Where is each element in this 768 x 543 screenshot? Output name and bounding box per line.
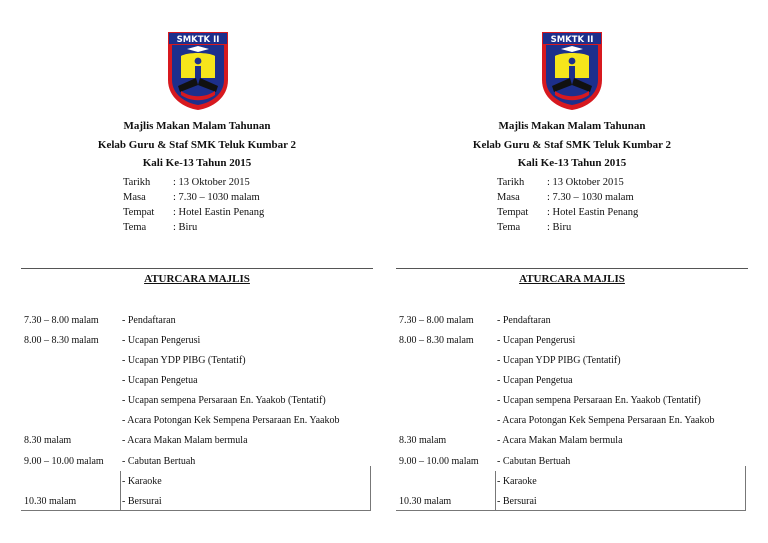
event-edition: Kali Ke-13 Tahun 2015 <box>517 157 627 169</box>
program-activity: - Ucapan sempena Persaraan En. Yaakob (Tentatif) <box>122 395 326 406</box>
program-row <box>396 334 748 354</box>
program-row <box>396 394 748 414</box>
program-activity: - Acara Potongan Kek Sempena Persaraan En. Yaakob <box>122 415 340 426</box>
logo-text: SMKTK II <box>176 35 220 45</box>
program-time: 8.00 – 8.30 malam <box>24 335 99 346</box>
program-time: 7.30 – 8.00 malam <box>399 315 474 326</box>
info-label: Masa <box>497 192 520 203</box>
program-row <box>21 374 373 394</box>
info-label: Tempat <box>123 207 155 218</box>
program-activity: - Ucapan Pengetua <box>122 375 198 386</box>
info-label: Masa <box>123 192 146 203</box>
section-title: ATURCARA MAJLIS <box>144 273 250 285</box>
program-activity: - Bersurai <box>122 496 162 507</box>
info-value: : 7.30 – 1030 malam <box>547 192 634 203</box>
table-border <box>21 466 371 511</box>
info-label: Tarikh <box>123 177 151 188</box>
info-label: Tema <box>497 222 521 233</box>
program-time: 9.00 – 10.00 malam <box>24 456 104 467</box>
program-activity: - Ucapan Pengerusi <box>122 335 201 346</box>
program-row <box>396 354 748 374</box>
program-row <box>21 414 373 434</box>
program-activity: - Ucapan YDP PIBG (Tentatif) <box>497 355 621 366</box>
program-time: 7.30 – 8.00 malam <box>24 315 99 326</box>
program-row <box>396 414 748 434</box>
table-border <box>396 466 746 511</box>
school-crest-icon <box>165 30 231 112</box>
event-title: Majlis Makan Malam Tahunan <box>498 120 646 132</box>
program-activity: - Ucapan Pengerusi <box>497 335 576 346</box>
info-value: : 7.30 – 1030 malam <box>173 192 260 203</box>
info-label: Tempat <box>497 207 529 218</box>
info-value: : 13 Oktober 2015 <box>547 177 624 188</box>
program-activity: - Ucapan Pengetua <box>497 375 573 386</box>
program-row <box>21 314 373 334</box>
event-organizer: Kelab Guru & Staf SMK Teluk Kumbar 2 <box>472 139 672 151</box>
info-value: : Hotel Eastin Penang <box>547 207 639 218</box>
info-value: : Hotel Eastin Penang <box>173 207 265 218</box>
program-activity: - Acara Makan Malam bermula <box>122 435 248 446</box>
program-time: 8.00 – 8.30 malam <box>399 335 474 346</box>
event-title: Majlis Makan Malam Tahunan <box>123 120 271 132</box>
section-divider <box>396 268 748 269</box>
event-organizer: Kelab Guru & Staf SMK Teluk Kumbar 2 <box>97 139 297 151</box>
info-label: Tema <box>123 222 147 233</box>
program-row <box>396 434 748 454</box>
section-divider <box>21 268 373 269</box>
program-time: 10.30 malam <box>399 496 452 507</box>
program-activity: - Pendaftaran <box>122 315 176 326</box>
table-column-divider <box>120 471 121 510</box>
info-value: : Biru <box>547 222 572 233</box>
program-row <box>21 394 373 414</box>
info-label: Tarikh <box>497 177 525 188</box>
program-activity: - Acara Makan Malam bermula <box>497 435 623 446</box>
program-activity: - Karaoke <box>497 476 537 487</box>
program-activity: - Pendaftaran <box>497 315 551 326</box>
program-row <box>21 354 373 374</box>
program-activity: - Ucapan sempena Persaraan En. Yaakob (Tentatif) <box>497 395 701 406</box>
table-column-divider <box>495 471 496 510</box>
program-row <box>21 434 373 454</box>
event-edition: Kali Ke-13 Tahun 2015 <box>142 157 252 169</box>
program-row <box>21 334 373 354</box>
section-title: ATURCARA MAJLIS <box>519 273 625 285</box>
program-time: 8.30 malam <box>399 435 447 446</box>
program-activity: - Karaoke <box>122 476 162 487</box>
program-time: 8.30 malam <box>24 435 72 446</box>
program-time: 10.30 malam <box>24 496 77 507</box>
school-crest-icon <box>539 30 605 112</box>
program-row <box>396 374 748 394</box>
program-activity: - Acara Potongan Kek Sempena Persaraan En. Yaakob <box>497 415 715 426</box>
program-time: 9.00 – 10.00 malam <box>399 456 479 467</box>
invitation-card-right <box>396 0 748 543</box>
program-activity: - Bersurai <box>497 496 537 507</box>
invitation-card-left <box>21 0 373 543</box>
info-value: : 13 Oktober 2015 <box>173 177 250 188</box>
program-activity: - Cabutan Bertuah <box>122 456 196 467</box>
logo-text: SMKTK II <box>550 35 594 45</box>
program-row <box>396 314 748 334</box>
info-value: : Biru <box>173 222 198 233</box>
program-activity: - Cabutan Bertuah <box>497 456 571 467</box>
program-activity: - Ucapan YDP PIBG (Tentatif) <box>122 355 246 366</box>
